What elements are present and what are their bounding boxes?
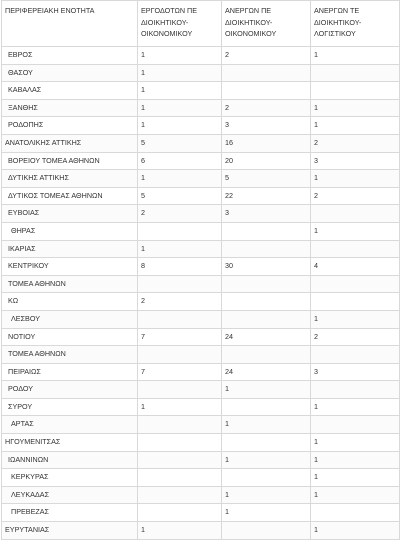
unemployed-te-cell: 3 [311,363,400,381]
region-cell: ΝΟΤΙΟΥ [2,328,138,346]
unemployed-pe-cell: 22 [222,187,311,205]
table-row [2,170,400,188]
table-row [2,451,400,469]
unemployed-te-cell: 3 [311,152,400,170]
region-cell: ΣΥΡΟΥ [2,398,138,416]
region-cell: ΙΩΑΝΝΙΝΩΝ [2,451,138,469]
region-cell: ΕΥΒΟΙΑΣ [2,205,138,223]
unemployed-te-cell [311,64,400,82]
region-cell: ΚΕΡΚΥΡΑΣ [2,469,138,487]
unemployed-te-cell [311,205,400,223]
unemployed-te-cell: 2 [311,134,400,152]
unemployed-pe-cell [222,469,311,487]
unemployed-pe-cell: 5 [222,170,311,188]
table-row [2,522,400,540]
region-cell: ΕΥΡΥΤΑΝΙΑΣ [2,522,138,540]
unemployed-te-cell: 1 [311,310,400,328]
table-row [2,187,400,205]
unemployed-te-cell [311,82,400,100]
data-table [1,0,400,540]
header-row [2,1,400,47]
unemployed-pe-cell [222,434,311,452]
unemployed-pe-cell: 2 [222,99,311,117]
table-row [2,346,400,364]
region-cell: ΛΕΥΚΑΔΑΣ [2,486,138,504]
table-row [2,152,400,170]
unemployed-pe-cell: 24 [222,328,311,346]
region-cell: ΛΕΣΒΟΥ [2,310,138,328]
region-cell: ΑΡΤΑΣ [2,416,138,434]
employers-pe-cell: 7 [138,363,222,381]
region-cell: ΔΥΤΙΚΗΣ ΑΤΤΙΚΗΣ [2,170,138,188]
employers-pe-cell [138,434,222,452]
region-cell: ΚΩ [2,293,138,311]
unemployed-pe-cell: 16 [222,134,311,152]
region-cell: ΕΒΡΟΣ [2,47,138,65]
unemployed-te-cell: 1 [311,451,400,469]
region-cell: ΡΟΔΟΠΗΣ [2,117,138,135]
region-cell: ΚΑΒΑΛΑΣ [2,82,138,100]
unemployed-pe-cell [222,310,311,328]
unemployed-te-cell: 4 [311,258,400,276]
table-row [2,363,400,381]
region-cell: ΘΗΡΑΣ [2,222,138,240]
unemployed-te-cell [311,416,400,434]
table-row [2,504,400,522]
unemployed-pe-cell [222,275,311,293]
unemployed-pe-cell: 1 [222,381,311,399]
unemployed-pe-cell: 1 [222,451,311,469]
unemployed-te-cell: 1 [311,222,400,240]
table-row [2,240,400,258]
region-cell: ΑΝΑΤΟΛΙΚΗΣ ΑΤΤΙΚΗΣ [2,134,138,152]
employers-pe-cell [138,469,222,487]
header-unemployed-pe: ΑΝΕΡΓΩΝ ΠΕ ΔΙΟΙΚΗΤΙΚΟΥ-ΟΙΚΟΝΟΜΙΚΟΥ [222,1,311,47]
unemployed-pe-cell: 3 [222,205,311,223]
employers-pe-cell [138,346,222,364]
employers-pe-cell: 1 [138,99,222,117]
region-cell: ΠΕΙΡΑΙΩΣ [2,363,138,381]
region-cell: ΗΓΟΥΜΕΝΙΤΣΑΣ [2,434,138,452]
unemployed-pe-cell [222,240,311,258]
employers-pe-cell [138,451,222,469]
employers-pe-cell: 1 [138,522,222,540]
employers-pe-cell: 2 [138,205,222,223]
table-row [2,328,400,346]
unemployed-pe-cell: 1 [222,486,311,504]
employers-pe-cell: 1 [138,240,222,258]
unemployed-te-cell: 2 [311,187,400,205]
unemployed-pe-cell: 20 [222,152,311,170]
region-cell: ΠΡΕΒΕΖΑΣ [2,504,138,522]
unemployed-pe-cell [222,398,311,416]
unemployed-pe-cell: 2 [222,47,311,65]
region-cell: ΘΑΣΟΥ [2,64,138,82]
employers-pe-cell: 1 [138,47,222,65]
employers-pe-cell: 5 [138,187,222,205]
unemployed-te-cell [311,240,400,258]
unemployed-te-cell: 1 [311,99,400,117]
table-row [2,99,400,117]
table-row [2,64,400,82]
table-row [2,310,400,328]
employers-pe-cell: 8 [138,258,222,276]
region-cell: ΤΟΜΕΑ ΑΘΗΝΩΝ [2,346,138,364]
table-row [2,47,400,65]
unemployed-te-cell: 1 [311,486,400,504]
unemployed-pe-cell [222,64,311,82]
unemployed-te-cell: 1 [311,469,400,487]
unemployed-te-cell: 1 [311,522,400,540]
region-cell: ΙΚΑΡΙΑΣ [2,240,138,258]
region-cell: ΔΥΤΙΚΟΣ ΤΟΜΕΑΣ ΑΘΗΝΩΝ [2,187,138,205]
region-cell: ΤΟΜΕΑ ΑΘΗΝΩΝ [2,275,138,293]
table-row [2,416,400,434]
region-cell: ΡΟΔΟΥ [2,381,138,399]
region-cell: ΚΕΝΤΡΙΚΟΥ [2,258,138,276]
unemployed-pe-cell [222,346,311,364]
unemployed-pe-cell: 24 [222,363,311,381]
unemployed-pe-cell [222,522,311,540]
table-row [2,275,400,293]
table-row [2,258,400,276]
unemployed-te-cell: 1 [311,117,400,135]
unemployed-pe-cell: 1 [222,504,311,522]
table-row [2,222,400,240]
table-row [2,398,400,416]
table-row [2,381,400,399]
unemployed-te-cell [311,381,400,399]
employers-pe-cell [138,310,222,328]
employers-pe-cell [138,504,222,522]
unemployed-pe-cell [222,222,311,240]
employers-pe-cell: 2 [138,293,222,311]
unemployed-pe-cell: 1 [222,416,311,434]
employers-pe-cell: 1 [138,398,222,416]
unemployed-te-cell: 1 [311,434,400,452]
table-row [2,434,400,452]
unemployed-te-cell [311,275,400,293]
employers-pe-cell [138,222,222,240]
employers-pe-cell [138,486,222,504]
unemployed-te-cell: 2 [311,328,400,346]
header-employers-pe: ΕΡΓΟΔΟΤΩΝ ΠΕ ΔΙΟΙΚΗΤΙΚΟΥ-ΟΙΚΟΝΟΜΙΚΟΥ [138,1,222,47]
unemployed-te-cell [311,504,400,522]
employers-pe-cell [138,275,222,293]
table-row [2,469,400,487]
unemployed-pe-cell: 3 [222,117,311,135]
unemployed-te-cell [311,346,400,364]
employers-pe-cell: 6 [138,152,222,170]
employers-pe-cell: 1 [138,82,222,100]
employers-pe-cell: 7 [138,328,222,346]
unemployed-te-cell [311,293,400,311]
header-unemployed-te: ΑΝΕΡΓΩΝ ΤΕ ΔΙΟΙΚΗΤΙΚΟΥ-ΛΟΓΙΣΤΙΚΟΥ [311,1,400,47]
unemployed-pe-cell [222,82,311,100]
table-row [2,134,400,152]
employers-pe-cell [138,416,222,434]
employers-pe-cell [138,381,222,399]
header-region-unit: ΠΕΡΙΦΕΡΕΙΑΚΗ ΕΝΟΤΗΤΑ [2,1,138,47]
employers-pe-cell: 1 [138,170,222,188]
region-cell: ΞΑΝΘΗΣ [2,99,138,117]
table-row [2,293,400,311]
unemployed-te-cell: 1 [311,170,400,188]
employers-pe-cell: 1 [138,64,222,82]
unemployed-pe-cell [222,293,311,311]
table-row [2,486,400,504]
table-row [2,82,400,100]
region-cell: ΒΟΡΕΙΟΥ ΤΟΜΕΑ ΑΘΗΝΩΝ [2,152,138,170]
employers-pe-cell: 1 [138,117,222,135]
unemployed-te-cell: 1 [311,398,400,416]
table-row [2,205,400,223]
unemployed-pe-cell: 30 [222,258,311,276]
employers-pe-cell: 5 [138,134,222,152]
table-row [2,117,400,135]
unemployed-te-cell: 1 [311,47,400,65]
